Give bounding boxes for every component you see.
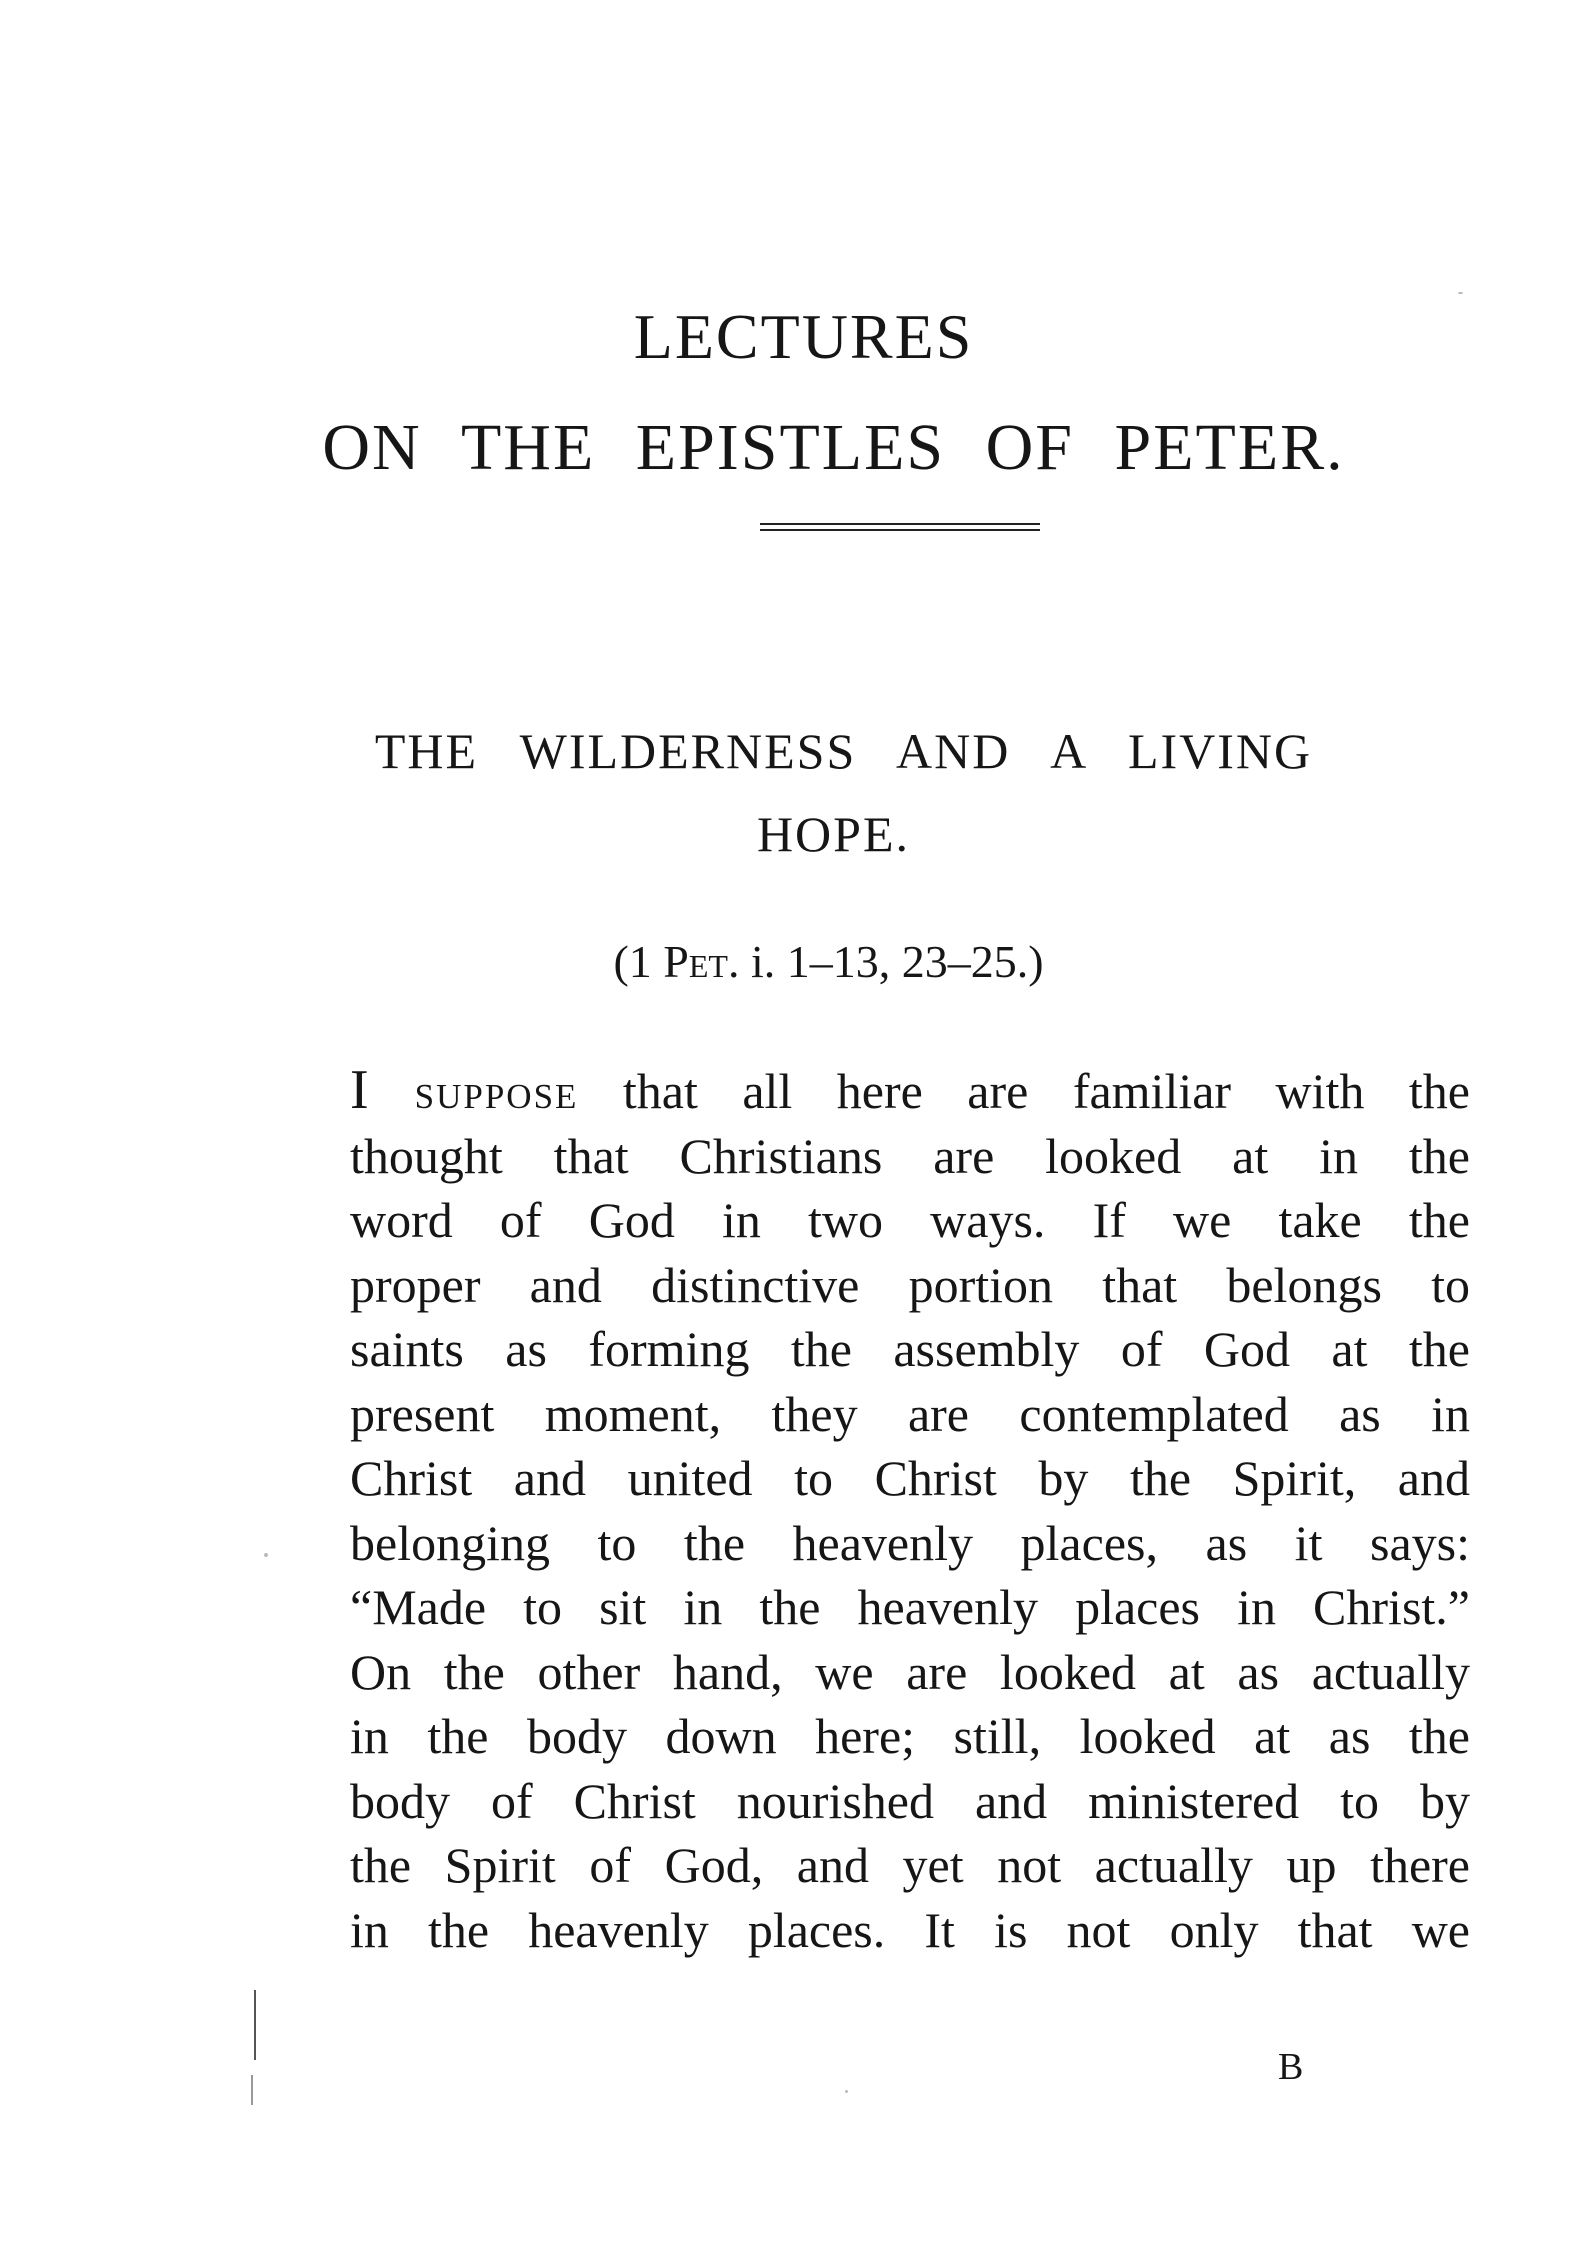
body-line: body of Christ nourished and ministered to by — [350, 1772, 1470, 1829]
body-line: proper and distinctive portion that belongs to — [350, 1256, 1470, 1313]
margin-scan-mark — [254, 1990, 256, 2060]
printer-signature-mark: B — [1278, 2046, 1304, 2088]
body-line: the Spirit of God, and yet not actually up there — [350, 1837, 1470, 1893]
body-paragraph — [350, 1058, 1470, 1962]
body-line: in the body down here; still, looked at as the — [350, 1708, 1470, 1764]
body-line: thought that Christians are looked at in the — [350, 1127, 1470, 1184]
body-line-text: that all here are familiar with the — [578, 1063, 1470, 1119]
margin-scan-mark — [251, 2075, 253, 2105]
chapter-heading-line-2: HOPE. — [756, 806, 911, 862]
scan-speck — [1458, 292, 1463, 294]
body-line — [350, 1058, 1470, 1124]
scan-speck — [264, 1553, 268, 1557]
scripture-reference — [0, 935, 1587, 988]
chapter-heading-line-1: THE WILDERNESS AND A LIVING — [374, 723, 1313, 779]
double-rule-bottom — [760, 529, 1040, 531]
body-line: in the heavenly places. It is not only that we — [350, 1901, 1470, 1958]
body-line: present moment, they are contemplated as in — [350, 1385, 1470, 1442]
body-line: Christ and united to Christ by the Spirit, and — [350, 1450, 1470, 1506]
body-line: On the other hand, we are looked at as actually — [350, 1643, 1470, 1700]
opening-smallcaps: suppose — [414, 1063, 579, 1119]
body-line: “Made to sit in the heavenly places in Christ.” — [350, 1579, 1470, 1635]
opening-word: I — [350, 1059, 415, 1121]
reference-book: Pet. — [663, 936, 740, 987]
body-line: word of God in two ways. If we take the — [350, 1192, 1470, 1248]
body-line: saints as forming the assembly of God at the — [350, 1321, 1470, 1377]
page-title-line-1: LECTURES — [633, 301, 974, 372]
double-rule-top — [760, 523, 1040, 525]
page-title-line-2: ON THE EPISTLES OF PETER. — [322, 411, 1345, 484]
body-line: belonging to the heavenly places, as it says: — [350, 1514, 1470, 1571]
scan-speck — [845, 2090, 848, 2093]
reference-open: (1 — [613, 936, 664, 987]
reference-rest: i. 1–13, 23–25.) — [739, 936, 1044, 987]
